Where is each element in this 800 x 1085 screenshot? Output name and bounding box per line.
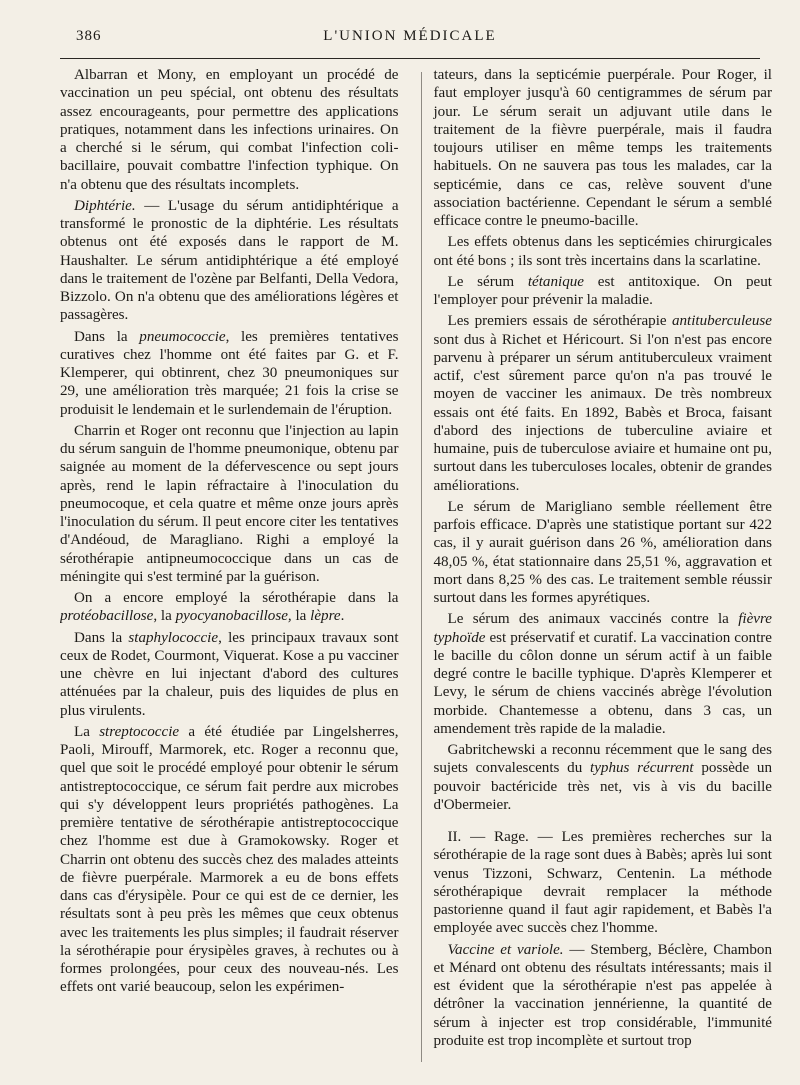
text-run: Le sérum xyxy=(447,273,528,290)
text-run: a été étudiée par Lingelsherres, Paoli, Mirouff, Marmorek, etc. Roger a reconnu que, quel que soit le procédé employé pour obtenir le sérum antistreptococcique, ce sérum fait perdre aux microbes qui s'y développent leurs propriétés pathogènes. La première tentative de sérothérapie antistreptococcique chez l'homme est due à Gramokowsky. Roger et Charrin ont obtenu des succès chez des malades atteints de fièvre puerpérale. Marmorek a eu de bons effets dans cas d'érysipèle. Pour ce qui est de ce dernier, les résultats sont à peu près les mêmes que ceux obtenus avec les traitements les plus simples; il faudrait réserver la sérothérapie pour érysipèles graves, à rechutes ou à formes prolongées, pour ceux des nouveau-nés. Les effets ont varié beaucoup, selon les expérimen- xyxy=(60,723,399,996)
paragraph xyxy=(60,197,399,325)
text-run: Le sérum de Marigliano semble réellement être parfois efficace. D'après une statistique portant sur 422 cas, il y aurait guérison dans 26 %, amélioration dans 48,05 %, état stationnaire dans 25,51 %, aggravation et mort dans 8,25 % des cas. Le traitement semble réussir surtout dans les formes apyrétiques. xyxy=(433,498,772,606)
italic-run: tétanique xyxy=(527,273,585,290)
paragraph xyxy=(433,828,772,938)
text-run: — L'usage du sérum antidiphtérique a transformé le pronostic de la diphtérie. Les résultats obtenus ont été exposés dans le rapport de M. Haushalter. Le sérum antidiphtérique a été employé dans le traitement de l'ozène par Belfanti, Della Vedora, Bizzolo. On n'a obtenu que des améliorations légères et passagères. xyxy=(60,197,399,324)
text-run: , la xyxy=(153,608,176,625)
italic-run: protéobacillose xyxy=(60,608,154,625)
paragraph xyxy=(433,741,772,814)
text-run: sont dus à Richet et Héricourt. Si l'on n'est pas encore parvenu à préparer un sérum antituberculeux vraiment actif, c'est sûrement parce qu'on n'a pas trouvé le moyen de vacciner les animaux. De très nombreux essais ont été faits. En 1892, Babès et Broca, faisant d'abord des injections de tuberculine aviaire et humaine, puis de tuberculose aviaire et humaine ont pu, surtout dans les tuberculoses locales, obtenir de grandes améliorations. xyxy=(433,331,772,494)
italic-run: Diphtérie. xyxy=(74,197,136,214)
page-header xyxy=(60,22,760,59)
right-column xyxy=(433,66,772,1076)
italic-run: streptococcie xyxy=(99,723,180,740)
text-run: tateurs, dans la septicémie puerpérale. Pour Roger, il faut employer jusqu'à 60 centigrammes de sérum par jour. Le sérum serait un adjuvant utile dans le traitement de la fièvre puerpérale, mais il faudra toujours utiliser en même temps les traitements habituels. On ne sauvera pas tous les malades, car la septicémie, dans ce cas, relève souvent d'une association bactérienne. Cependant le sérum a semblé efficace contre le pneumo-bacille. xyxy=(433,67,772,229)
column-divider xyxy=(421,72,422,1062)
italic-run: pneumococcie xyxy=(139,328,226,345)
text-run: , les premières tentatives curatives chez l'homme ont été faites par G. et F. Klemperer, qui obtinrent, chez 30 pneumoniques sur 29, une amélioration très marquée; 21 fois la crise se produisit le lendemain et le surlendemain de l'éruption. xyxy=(60,328,399,418)
text-run: Le sérum des animaux vaccinés contre la xyxy=(447,611,739,628)
italic-run: Vaccine et variole. xyxy=(447,941,564,958)
italic-run: staphylococcie xyxy=(128,629,219,646)
text-run: . xyxy=(340,608,345,625)
text-run: II. — Rage. — Les premières recherches sur la sérothérapie de la rage sont dues à Babès; après lui sont venus Tizzoni, Schwarz, Centenin. La méthode sérothérapique devrait remplacer la méthode pastorienne quand il faut agir rapidement, et Babès l'a employée avec succès chez l'homme. xyxy=(433,829,772,937)
text-columns xyxy=(60,66,772,1076)
left-column xyxy=(60,66,409,1076)
text-run: La xyxy=(74,723,100,740)
paragraph xyxy=(60,629,399,720)
text-run: est antitoxique. On peut l'employer pour prévenir la maladie. xyxy=(433,273,772,308)
text-run: Dans la xyxy=(74,629,129,646)
paragraph xyxy=(433,610,772,738)
text-run: la xyxy=(291,608,311,625)
text-run: Gabritchewski a reconnu récemment que le sang des sujets convalescents du xyxy=(433,742,772,777)
text-run: On a encore employé la sérothérapie dans la xyxy=(74,590,399,606)
text-run: Dans la xyxy=(74,328,140,345)
paragraph xyxy=(60,328,399,419)
paragraph xyxy=(60,589,399,626)
text-run: Les premiers essais de sérothérapie xyxy=(447,313,672,330)
text-run: — Stemberg, Béclère, Chambon et Ménard ont obtenu des résultats intéressants; mais il est évident que la sérothérapie n'est pas appelée à détrôner la vaccination jennérienne, la quantité de sérum à injecter est trop considérable, l'immunité produite est trop incomplète et surtout trop xyxy=(433,941,772,1049)
paragraph xyxy=(433,273,772,310)
italic-run: lèpre xyxy=(310,608,341,625)
paragraph xyxy=(60,66,399,194)
paragraph xyxy=(60,422,399,586)
paragraph xyxy=(433,233,772,270)
italic-run: fièvre typhoïde xyxy=(433,611,772,646)
paragraph xyxy=(433,66,772,230)
running-title: L'UNION MÉDICALE xyxy=(323,28,497,44)
paragraph xyxy=(433,498,772,608)
paragraph xyxy=(433,941,772,1051)
italic-run: typhus récurrent xyxy=(590,760,694,777)
text-run: est préservatif et curatif. La vaccination contre le bacille du côlon donne un sérum actif à un faible degré contre le bacille typhique. D'après Klemperer et Levy, le sérum de chiens vaccinés abrège l'évolution morbide. Chantemesse a obtenu, dans 3 cas, un amendement très rapide de la maladie. xyxy=(433,629,772,737)
page-number: 386 xyxy=(76,28,102,44)
paragraph xyxy=(60,723,399,997)
text-run: Les effets obtenus dans les septicémies chirurgicales ont été bons ; ils sont très incertains dans la scarlatine. xyxy=(433,234,772,269)
text-run: possède un pouvoir bactéricide très net, vis à vis du bacille d'Obermeier. xyxy=(433,760,772,813)
italic-run: pyocyanobacillose, xyxy=(175,608,292,625)
text-run: Albarran et Mony, en employant un procédé de vaccination un peu spécial, ont obtenu des résultats assez encourageants, pour permettre des applications pratiques, notamment dans les infections urinaires. On a cherché si le sérum, qui combat l'infection coli-bacillaire, pouvait combattre l'infection typhique. On n'a obtenu que des résultats incomplets. xyxy=(60,67,399,193)
italic-run: antituberculeuse xyxy=(671,313,772,330)
paragraph xyxy=(433,312,772,495)
text-run: Charrin et Roger ont reconnu que l'injection au lapin du sérum sanguin de l'homme pneumonique, obtenu par saignée au moment de la défervescence ou sept jours après, rend le lapin réfractaire à l'inoculation du pneumocoque, et cela quatre et même onze jours après l'inoculation du sérum. Il peut encore citer les tentatives d'Andéoud, de Maragliano. Righi a employé la sérothérapie antipneumococcique dans un cas de méningite qui s'est terminé par la guérison. xyxy=(60,422,399,585)
text-run: , les principaux travaux sont ceux de Rodet, Courmont, Viquerat. Kose a pu vacciner une chèvre en lui injectant d'abord des cultures atténuées par la chaleur, puis des liquides de plus en plus virulents. xyxy=(60,629,399,719)
